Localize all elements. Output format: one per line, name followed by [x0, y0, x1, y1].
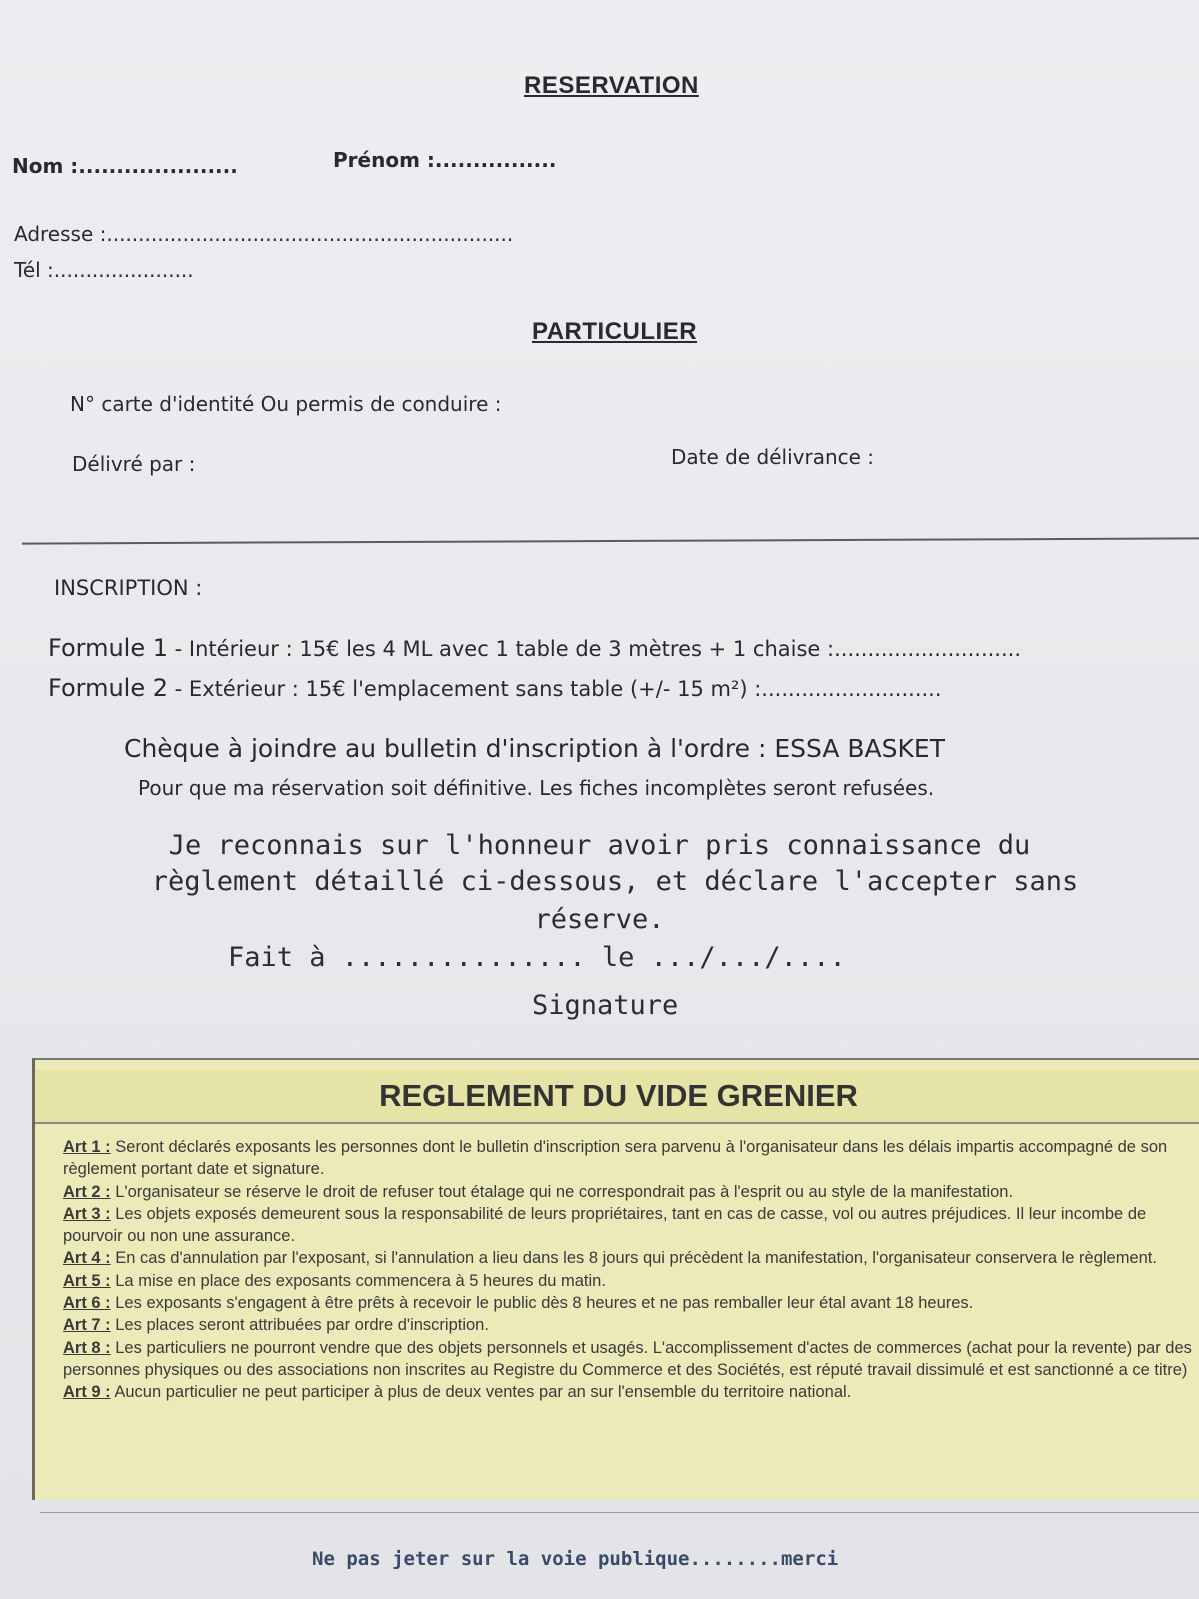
reglement-articles	[63, 1136, 1193, 1404]
reservation-title: RESERVATION	[524, 72, 699, 99]
inscription-label: INSCRIPTION :	[54, 576, 203, 600]
article-3: Art 3 : Les objets exposés demeurent sous la responsabilité de leurs propriétaires, tant en cas de casse, vol ou autres préjudices. Il leur incombe de pourvoir ou non une assurance.	[63, 1204, 1147, 1246]
declaration-line-2: règlement détaillé ci-dessous, et déclare l'accepter sans	[151, 866, 1079, 897]
section-divider	[22, 537, 1199, 544]
fait-a-field[interactable]: Fait à ............... le .../.../....	[228, 942, 846, 973]
formule-1-text: - Intérieur : 15€ les 4 ML avec 1 table de 3 mètres + 1 chaise :............................	[168, 637, 1022, 661]
formule-2-text: - Extérieur : 15€ l'emplacement sans table (+/- 15 m²) :...........................	[168, 677, 942, 701]
footer-divider	[40, 1512, 1199, 1513]
particulier-title: PARTICULIER	[532, 318, 698, 345]
article-8: Art 8 : Les particuliers ne pourront vendre que des objets personnels et usagés. L'accomplissement d'actes de commerces (achat pour la revente) par des personnes physiques ou des associations non inscrites au Registre du Commerce et des Sociétés, est réputé travail dissimulé et est sanctionné a ce titre)	[63, 1338, 1192, 1379]
reglement-title: REGLEMENT DU VIDE GRENIER	[35, 1070, 1199, 1124]
article-1: Art 1 : Seront déclarés exposants les personnes dont le bulletin d'inscription sera parvenu à l'organisateur dans les délais impartis accompagné de son règlement portant date et signature.	[63, 1138, 1168, 1179]
article-5: Art 5 : La mise en place des exposants commencera à 5 heures du matin.	[63, 1271, 606, 1290]
formule-1-name: Formule 1	[48, 634, 168, 662]
delivre-par-label: Délivré par :	[72, 452, 196, 476]
adresse-field[interactable]: Adresse :................................................................	[14, 222, 514, 246]
reglement-box	[32, 1058, 1199, 1500]
article-4: Art 4 : En cas d'annulation par l'exposant, si l'annulation a lieu dans les 8 jours qui précèdent la manifestation, l'organisateur conservera le règlement.	[63, 1249, 1157, 1268]
declaration-line-1: Je reconnais sur l'honneur avoir pris connaissance du	[168, 830, 1031, 861]
date-delivrance-label: Date de délivrance :	[671, 445, 875, 469]
declaration-line-3: réserve.	[534, 904, 665, 935]
formule-1-line[interactable]	[48, 634, 1021, 662]
nom-field[interactable]: Nom :.....................	[12, 154, 238, 178]
formule-2-name: Formule 2	[48, 674, 168, 702]
footer-note: Ne pas jeter sur la voie publique........merci	[312, 1548, 839, 1570]
carte-identite-label: N° carte d'identité Ou permis de conduire :	[70, 392, 502, 416]
prenom-field[interactable]: Prénom :................	[333, 148, 557, 172]
reservation-note: Pour que ma réservation soit définitive. Les fiches incomplètes seront refusées.	[138, 776, 935, 800]
article-7: Art 7 : Les places seront attribuées par ordre d'inscription.	[63, 1316, 489, 1335]
article-9: Art 9 : Aucun particulier ne peut participer à plus de deux ventes par an sur l'ensemble du territoire national.	[63, 1383, 852, 1402]
cheque-instruction: Chèque à joindre au bulletin d'inscription à l'ordre : ESSA BASKET	[124, 734, 945, 763]
signature-label: Signature	[532, 990, 679, 1021]
article-6: Art 6 : Les exposants s'engagent à être prêts à recevoir le public dès 8 heures et ne pas remballer leur étal avant 18 heures.	[63, 1294, 974, 1313]
article-2: Art 2 : L'organisateur se réserve le droit de refuser tout étalage qui ne correspondrait pas à l'esprit ou au style de la manifestation.	[63, 1182, 1014, 1201]
formule-2-line[interactable]	[48, 674, 942, 702]
tel-field[interactable]: Tél :......................	[14, 258, 194, 282]
